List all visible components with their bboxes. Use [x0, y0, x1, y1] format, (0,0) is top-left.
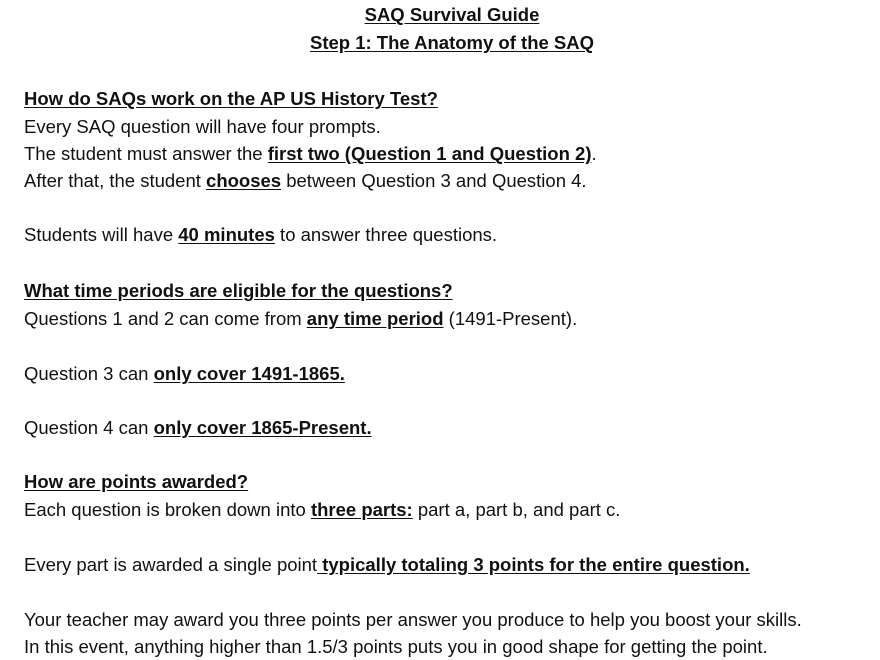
text-run: Students will have: [24, 224, 179, 245]
section-heading-points: How are points awarded?: [24, 471, 249, 492]
emphasis-three-parts: three parts:: [310, 499, 413, 520]
text-run: Question 3 can: [24, 363, 154, 384]
paragraph-question-4: [24, 417, 372, 439]
text-run: Every part is awarded a single point: [24, 554, 318, 575]
text-run: After that, the student: [24, 170, 207, 191]
text-run: .: [591, 143, 597, 164]
text-run: The student must answer the: [24, 143, 268, 164]
emphasis-chooses: chooses: [206, 170, 282, 191]
paragraph-questions-1-2: [24, 308, 577, 330]
emphasis-any-time-period: any time period: [306, 308, 444, 329]
paragraph-first-two: [24, 143, 597, 165]
text-run: part a, part b, and part c.: [412, 499, 621, 520]
text-run: Questions 1 and 2 can come from: [24, 308, 307, 329]
paragraph-time-limit: [24, 224, 497, 246]
text-run: (1491-Present).: [443, 308, 578, 329]
paragraph-chooses: [24, 170, 587, 192]
text-run: to answer three questions.: [274, 224, 498, 245]
text-run: Each question is broken down into: [24, 499, 311, 520]
paragraph-single-point: [24, 554, 750, 576]
emphasis-3-points-total: typically totaling 3 points for the entire question.: [317, 554, 750, 575]
paragraph-teacher-award: Your teacher may award you three points per answer you produce to help you boost your skills.: [24, 609, 802, 630]
paragraph-four-prompts: Every SAQ question will have four prompts.: [24, 116, 381, 137]
emphasis-40-minutes: 40 minutes: [178, 224, 275, 245]
emphasis-1865-present: only cover 1865-Present.: [153, 417, 372, 438]
text-run: between Question 3 and Question 4.: [281, 170, 587, 191]
paragraph-three-parts: [24, 499, 620, 521]
section-heading-how-saqs-work: How do SAQs work on the AP US History Test?: [24, 88, 438, 109]
document-subtitle: Step 1: The Anatomy of the SAQ: [309, 32, 595, 53]
emphasis-1491-1865: only cover 1491-1865.: [153, 363, 345, 384]
paragraph-good-shape: In this event, anything higher than 1.5/3 points puts you in good shape for getting the point.: [24, 636, 768, 657]
text-run: Question 4 can: [24, 417, 154, 438]
paragraph-question-3: [24, 363, 345, 385]
section-heading-time-periods: What time periods are eligible for the questions?: [24, 280, 453, 301]
document-title: SAQ Survival Guide: [364, 4, 540, 25]
emphasis-first-two: first two (Question 1 and Question 2): [267, 143, 592, 164]
